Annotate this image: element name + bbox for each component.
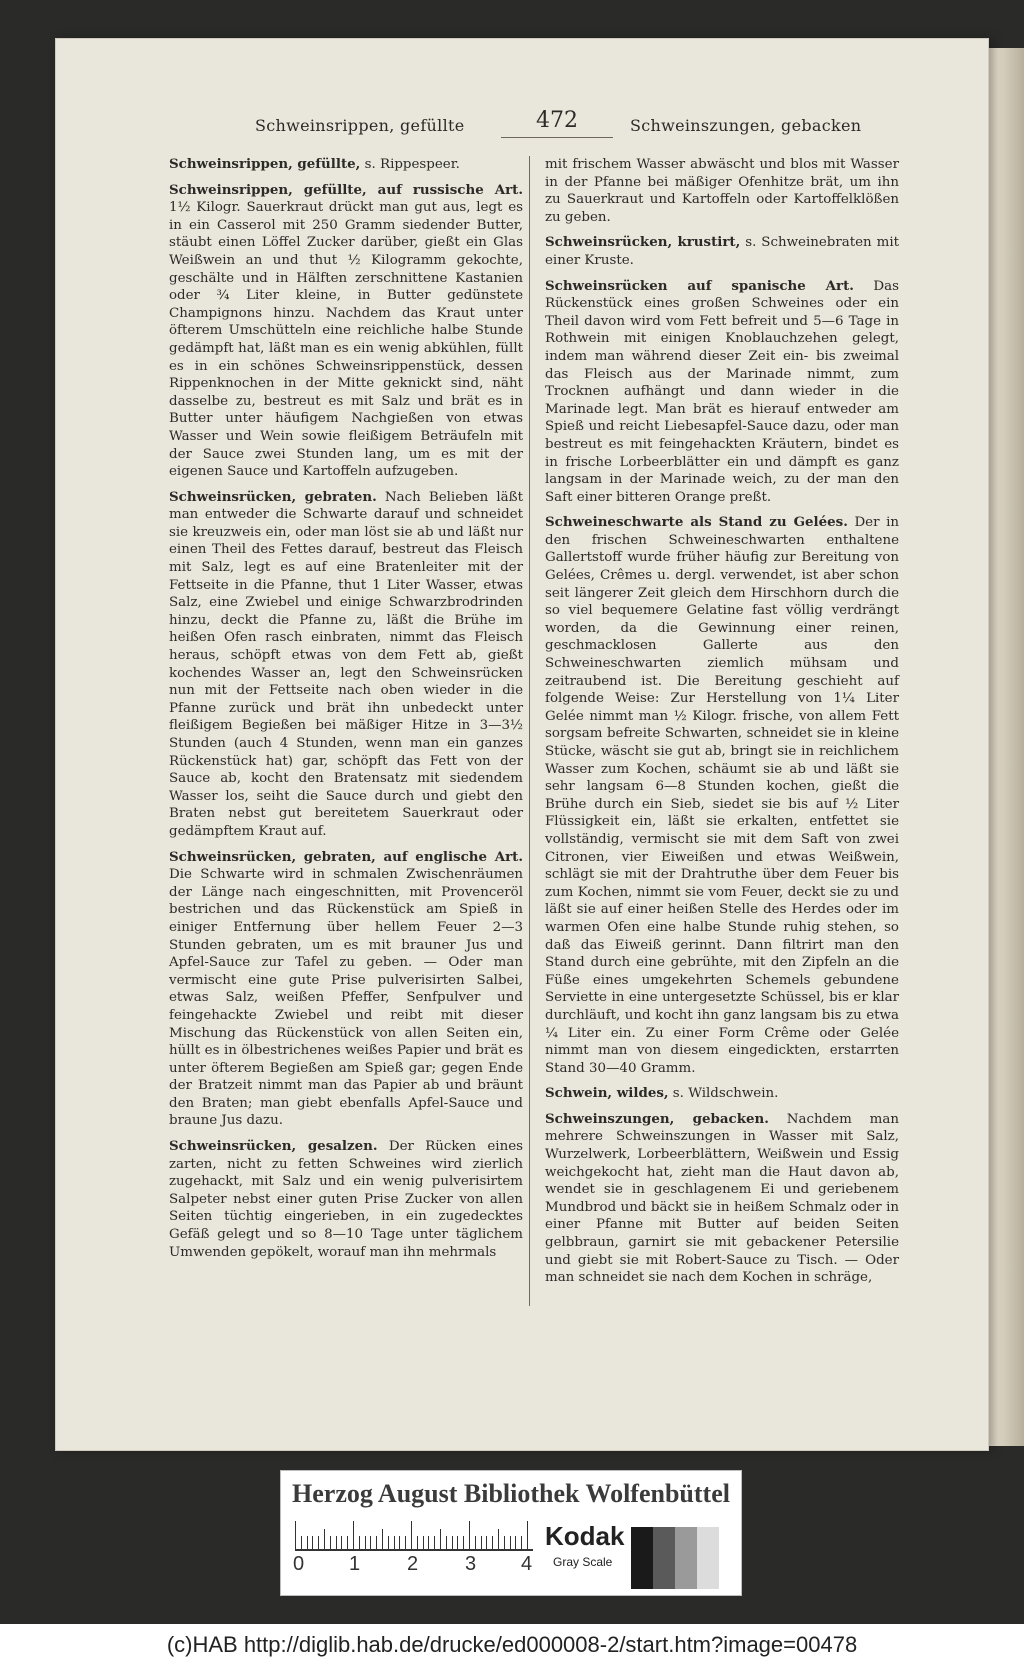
ruler-tick xyxy=(370,1536,371,1549)
gray-patch xyxy=(631,1527,653,1589)
header-left-keyword: Schweinsrippen, gefüllte xyxy=(255,116,465,135)
ruler-tick xyxy=(341,1536,342,1549)
gray-scale-label: Gray Scale xyxy=(553,1555,613,1569)
ruler-tick xyxy=(301,1536,302,1549)
entry-text: 1½ Kilogr. Sauerkraut drückt man gut aus, legt es in ein Casserol mit 250 Gramm siedender Butter, stäubt einen Löffel Zucker darüber, gießt ein Glas Weißwein an und thut ½ Kilogramm gekochte, geschälte und in Hälften zerschnittene Kastanien oder ¾ Liter kleine, in Butter gedünstete Champignons hinzu. Nachdem das Kraut unter öfterem Umschütteln eine reichliche halbe Stunde gedämpft hat, läßt man es ein wenig abkühlen, füllt es in ein schönes Schweinsrippenstück, dessen Rippenknochen in der Mitte geknickt sind, näht dasselbe zu, bestreut es mit Salz und brät es in Butter unter häufigem Nachgießen von etwas Wasser und Wein sowie fleißigem Beträufeln mit der Sauce zwei Stunden lang, um es mit der eigenen Sauce und Kartoffeln aufzugeben. xyxy=(169,200,523,480)
source-url-footer: (c)HAB http://diglib.hab.de/drucke/ed000008-2/start.htm?image=00478 xyxy=(0,1624,1024,1666)
entry-keyword: Schweinsrücken, gesalzen. xyxy=(169,1138,378,1155)
ruler-tick xyxy=(359,1536,360,1549)
entry xyxy=(545,234,899,269)
entry-keyword: Schweinsrücken, gebraten, auf englische Art. xyxy=(169,848,523,865)
ruler-tick xyxy=(365,1536,366,1549)
ruler-number: 3 xyxy=(465,1553,477,1575)
library-name: Herzog August Bibliothek Wolfenbüttel xyxy=(292,1479,730,1508)
ruler-tick xyxy=(330,1536,331,1549)
ruler-tick xyxy=(463,1536,464,1549)
ruler-tick xyxy=(388,1536,389,1549)
right-column xyxy=(545,156,899,1295)
ruler-tick xyxy=(504,1536,505,1549)
ruler-tick xyxy=(440,1529,441,1549)
entry-text: Nachdem man mehrere Schweinszungen in Wasser mit Salz, Wurzelwerk, Lorbeerblättern, Weißwein und Essig weichgekocht hat, zieht man die Haut davon ab, wendet sie in geschlagenem Ei und geriebenem Mundbrod und bäckt sie in heißem Schmalz oder in einer Pfanne mit Butter auf beiden Seiten gelbbraun, garnirt sie mit gebackener Petersilie und giebt sie mit Robert-Sauce zu Tisch. — Oder man schneidet sie nach dem Kochen in schräge, xyxy=(545,1111,899,1286)
scale-ruler xyxy=(295,1521,533,1551)
ruler-tick xyxy=(515,1536,516,1549)
entry xyxy=(169,849,523,1131)
ruler-tick xyxy=(527,1521,528,1549)
entry xyxy=(169,1138,523,1261)
ruler-tick xyxy=(318,1536,319,1549)
ruler-tick xyxy=(353,1521,354,1549)
entry xyxy=(169,156,523,174)
ruler-number: 1 xyxy=(349,1553,361,1575)
ruler-tick xyxy=(394,1536,395,1549)
ruler-tick xyxy=(411,1521,412,1549)
ruler-tick xyxy=(521,1536,522,1549)
header-right-keyword: Schweinszungen, gebacken xyxy=(630,116,862,135)
entry-keyword: Schweinsrücken, krustirt, xyxy=(545,234,741,251)
column-divider xyxy=(529,156,530,1306)
ruler-tick xyxy=(446,1536,447,1549)
entry-text: s. Wildschwein. xyxy=(668,1086,779,1102)
ruler-tick xyxy=(417,1536,418,1549)
left-column xyxy=(169,156,523,1269)
entry-text: Der in den frischen Schweineschwarten enthaltene Gallertstoff wurde früher häufig zur Bereitung von Gelées, Crêmes u. dergl. verwendet, ist aber schon seit längerer Zeit gleich dem Hirschhorn durch die so viel bequemere Gelatine fast völlig verdrängt worden, da die Gewinnung einer reinen, geschmacklosen Gallerte aus den Schweineschwarten ziemlich mühsam und zeitraubend ist. Die Bereitung geschieht auf folgende Weise: Zur Herstellung von 1¼ Liter Gelée nimmt man ½ Kilogr. frische, von allem Fett sorgsam befreite Schwarten, schneidet sie in kleine Stücke, wäscht sie gut ab, bringt sie in reichlichem Wasser zum Kochen, schäumt sie ab und läßt sie sehr langsam 6—8 Stunden kochen, gießt die Brühe durch ein Sieb, siedet sie bis auf ½ Liter Flüssigkeit ein, läßt sie erkalten, entfettet sie vollständig, vermischt sie mit dem Saft von zwei Citronen, vier Eiweißen und etwas Weißwein, schlägt sie mit der Drahtruthe über dem Feuer bis zum Kochen, nimmt sie vom Feuer, deckt sie zu und läßt sie auf einer heißen Stelle des Herdes oder im warmen Ofen eine halbe Stunde ruhig stehen, so daß das Eiweiß gerinnt. Dann filtrirt man den Stand durch eine gebrühte, mit den Zipfeln an die Füße eines umgekehrten Schemels gebundene Serviette in eine untergesetzte Schüssel, bis er klar durchläuft, und kocht ihn ganz langsam bis zu etwa ¼ Liter ein. Zu einer Form Crême oder Gelée nimmt man von diesem eingedickten, erstarrten Stand 30—40 Gramm. xyxy=(545,515,899,1076)
ruler-tick xyxy=(428,1536,429,1549)
ruler-tick xyxy=(481,1536,482,1549)
ruler-tick xyxy=(336,1536,337,1549)
running-header xyxy=(55,108,989,150)
ruler-number: 4 xyxy=(521,1553,533,1575)
page-number: 472 xyxy=(501,108,613,138)
ruler-tick xyxy=(382,1529,383,1549)
entry-text: mit frischem Wasser abwäscht und blos mit Wasser in der Pfanne bei mäßiger Ofenhitze brät, um ihn zu Sauerkraut und Kartoffeln oder Kartoffelklößen zu geben. xyxy=(545,157,899,225)
ruler-tick xyxy=(434,1536,435,1549)
ruler-tick xyxy=(399,1536,400,1549)
ruler-tick xyxy=(307,1536,308,1549)
entry-text: Das Rückenstück eines großen Schweines oder ein Theil davon wird vom Fett befreit und 5—6 Tage in Rothwein mit einigen Knoblauchzehen gelegt, indem man während dieser Zeit ein- bis zweimal das Fleisch aus der Marinade nimmt, zum Trocknen aufhängt und dann wieder in die Marinade legt. Man brät es hierauf entweder am Spieß und reicht Liebesapfel-Sauce dazu, oder man bestreut es mit feingehackten Kräutern, bindet es in frische Lorbeerblätter ein und dämpft es ganz langsam in der Marinade weich, zu der man den Saft einer bitteren Orange preßt. xyxy=(545,278,899,505)
entry-keyword: Schweineschwarte als Stand zu Gelées. xyxy=(545,514,848,531)
entry-text: s. Schweinebraten mit einer Kruste. xyxy=(545,235,899,268)
gray-patch xyxy=(697,1527,719,1589)
entry-text: Die Schwarte wird in schmalen Zwischenräumen der Länge nach eingeschnitten, mit Provenceröl bestrichen und das Rückenstück am Spieß in einiger Entfernung über hellem Feuer 2—3 Stunden gebraten, um es mit brauner Jus und Apfel-Sauce zur Tafel zu geben. — Oder man vermischt eine gute Prise pulverisirten Salbei, etwas Salz, weißen Pfeffer, Senfpulver und feingehackte Zwiebel und reibt mit dieser Mischung das Rückenstück von allen Seiten ein, hüllt es in ölbestrichenes weißes Papier und brät es unter öfterem Begießen am Spieß gar; gegen Ende der Bratzeit nimmt man das Papier ab und bräunt den Braten; man giebt ebenfalls Apfel-Sauce und braune Jus dazu. xyxy=(169,867,523,1129)
gray-patch xyxy=(675,1527,697,1589)
entry xyxy=(169,489,523,841)
ruler-tick xyxy=(475,1536,476,1549)
entry xyxy=(545,156,899,226)
entry xyxy=(545,278,899,507)
entry-text: s. Rippespeer. xyxy=(360,157,460,172)
entry-keyword: Schweinszungen, gebacken. xyxy=(545,1110,769,1127)
entry xyxy=(545,514,899,1077)
ruler-tick xyxy=(324,1529,325,1549)
ruler-number: 2 xyxy=(407,1553,419,1575)
ruler-tick xyxy=(492,1536,493,1549)
ruler-tick xyxy=(469,1521,470,1549)
ruler-tick xyxy=(510,1536,511,1549)
color-calibration-bar xyxy=(280,1470,742,1596)
entry-text: Nach Belieben läßt man entweder die Schwarte darauf und schneidet sie kreuzweis ein, oder man löst sie ab und läßt nur einen Theil des Fettes darauf, bestreut das Fleisch mit Salz, legt es auf eine Bratenleiter mit der Fettseite in die Pfanne, thut 1 Liter Wasser, etwas Salz, eine Zwiebel und einige Schwarzbrodrinden hinzu, deckt die Pfanne zu, läßt die Brühe im heißen Ofen rasch einbraten, nimmt das Fleisch heraus, schöpft etwas von dem Fett ab, gießt kochendes Wasser an, legt den Schweinsrücken nun mit der Fettseite nach oben wieder in die Pfanne zurück und brät ihn unbedeckt unter fleißigem Begießen bei mäßiger Hitze in 3—3½ Stunden (auch 4 Stunden, wenn man ein ganzes Rückenstück hat) gar, schöpft das Fett von der Sauce ab, kocht den Bratensatz mit siedendem Wasser los, seiht die Sauce durch und giebt den Braten nebst gut bereitetem Sauerkraut oder gedämpftem Kraut auf. xyxy=(169,489,523,839)
ruler-tick xyxy=(376,1536,377,1549)
kodak-logo: Kodak xyxy=(545,1521,625,1551)
ruler-tick xyxy=(405,1536,406,1549)
entry-keyword: Schweinsrippen, gefüllte, xyxy=(169,156,361,172)
entry-keyword: Schwein, wildes, xyxy=(545,1085,669,1102)
ruler-tick xyxy=(423,1536,424,1549)
ruler-tick xyxy=(312,1536,313,1549)
book-page xyxy=(55,38,989,1451)
entry-keyword: Schweinsrücken auf spanische Art. xyxy=(545,277,854,294)
entry-keyword: Schweinsrücken, gebraten. xyxy=(169,488,377,505)
ruler-tick xyxy=(295,1521,296,1549)
entry-keyword: Schweinsrippen, gefüllte, auf russische Art. xyxy=(169,181,523,198)
ruler-tick xyxy=(498,1529,499,1549)
gray-patch xyxy=(653,1527,675,1589)
entry xyxy=(545,1111,899,1287)
ruler-tick xyxy=(452,1536,453,1549)
ruler-tick xyxy=(486,1536,487,1549)
ruler-tick xyxy=(457,1536,458,1549)
entry-text: Der Rücken eines zarten, nicht zu fetten Schweines wird zierlich zugehackt, mit Salz und ein wenig pulverisirtem Salpeter nebst einer guten Prise Zucker von allen Seiten tüchtig eingerieben, in ein zugedecktes Gefäß gelegt und so 8—10 Tage unter täglichem Umwenden gepökelt, worauf man ihn mehrmals xyxy=(169,1139,523,1260)
ruler-tick xyxy=(347,1536,348,1549)
entry xyxy=(545,1085,899,1103)
entry xyxy=(169,182,523,481)
ruler-number: 0 xyxy=(293,1553,305,1575)
